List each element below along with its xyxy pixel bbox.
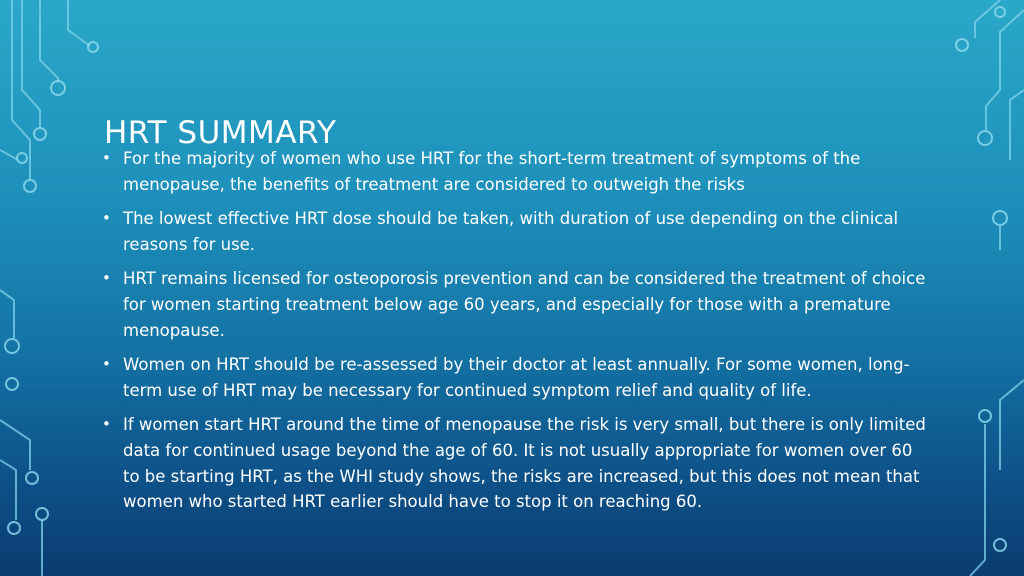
bullet-marker: • [102, 415, 111, 434]
bullet-text: For the majority of women who use HRT for the short-term treatment of symptoms of the menopause, the benefits of treatment are considered to outweigh the risks [123, 149, 861, 194]
bullet-marker: • [102, 149, 111, 167]
bullet-text: Women on HRT should be re-assessed by their doctor at least annually. For some women, long-term use of HRT may be necessary for continued symptom relief and quality of life. [123, 355, 910, 400]
bullet-marker: • [102, 269, 111, 288]
bullet-text: HRT remains licensed for osteoporosis prevention and can be considered the treatment of choice for women starting treatment below age 60 years, and especially for those with a premature menopause. [123, 269, 926, 340]
bullet-item [100, 206, 930, 257]
slide-title: HRT SUMMARY [104, 114, 337, 151]
bullet-text: The lowest effective HRT dose should be taken, with duration of use depending on the clinical reasons for use. [123, 209, 899, 254]
bullet-text: If women start HRT around the time of menopause the risk is very small, but there is only limited data for continued usage beyond the age of 60. It is not usually appropriate for women over 60 to be starting HRT, as the WHI study shows, the risks are increased, but this does not mean that women who started HRT earlier should have to stop it on reaching 60. [123, 415, 926, 512]
bullet-item [100, 266, 930, 343]
bullet-marker: • [102, 209, 111, 228]
bullet-item [100, 146, 930, 197]
bullet-marker: • [102, 355, 111, 374]
bullet-list [100, 146, 930, 524]
bullet-item [100, 352, 930, 403]
bullet-item [100, 412, 930, 514]
